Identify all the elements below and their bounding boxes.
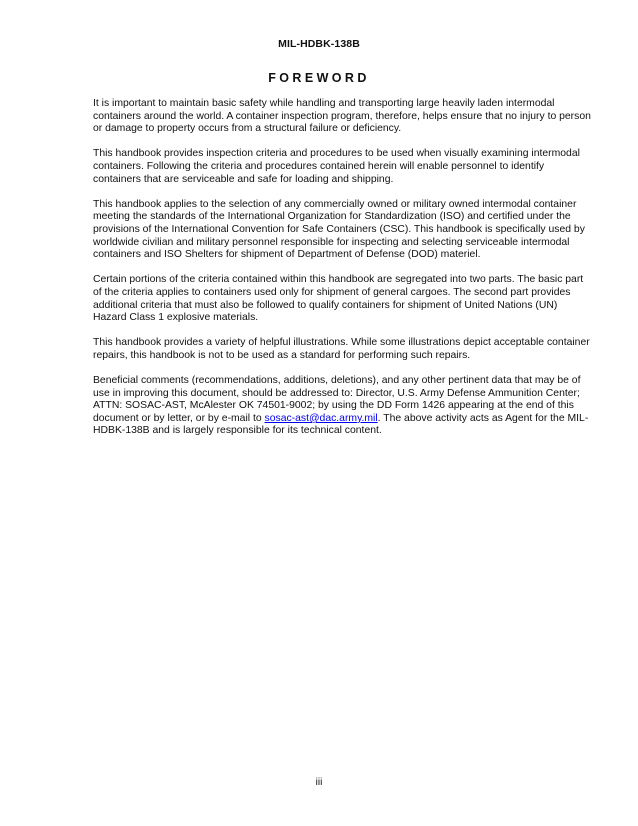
paragraph-illustrations: This handbook provides a variety of helpful illustrations. While some illustrations depict acceptable container repairs, this handbook is not to be used as a standard for performing such repairs. [93,337,590,361]
paragraph-safety: It is important to maintain basic safety while handling and transporting large heavily laden intermodal containers around the world. A container inspection program, therefore, helps ensure that no injury to person or damage to property occurs from a structural failure or deficiency. [93,98,591,135]
comments-text-end: . The above activity acts as Agent for the MIL-HDBK-138B and is largely responsible for its technical content. [93,412,589,437]
comments-text-start: Beneficial comments (recommendations, additions, deletions), and any other pertinent data that may be of use in improving this document, should be addressed to: Director, U.S. Army Defense Ammunition Center; ATTN: SOSAC-AST, McAlester OK 74501-9002; by using the DD Form 1426 appearing at the end of this document or by letter, or by e-mail to [93,375,581,424]
email-link[interactable]: sosac-ast@dac.army.mil [264,412,378,424]
paragraph-purpose: This handbook provides inspection criteria and procedures to be used when visually examining intermodal containers. Following the criteria and procedures contained herein will enable personnel to identify containers that are serviceable and safe for loading and shipping. [93,148,580,185]
paragraph-comments [93,375,593,438]
document-id-header: MIL-HDBK-138B [278,38,360,50]
paragraph-criteria-parts: Certain portions of the criteria contained within this handbook are segregated into two parts. The basic part of the criteria applies to containers used only for shipment of general cargoes. The second part provides additional criteria that must also be followed to qualify containers for shipment of United Nations (UN) Hazard Class 1 explosive materials. [93,274,584,324]
page-title: FOREWORD [268,71,370,85]
foreword-body [93,98,593,451]
page-number: iii [315,777,323,788]
paragraph-applicability: This handbook applies to the selection of any commercially owned or military owned intermodal container meeting the standards of the International Organization for Standardization (ISO) and certified under the provisions of the International Convention for Safe Containers (CSC). This handbook is specifically used by worldwide civilian and military personnel responsible for inspecting and selecting serviceable intermodal containers and ISO Shelters for shipment of Department of Defense (DOD) materiel. [93,198,585,261]
